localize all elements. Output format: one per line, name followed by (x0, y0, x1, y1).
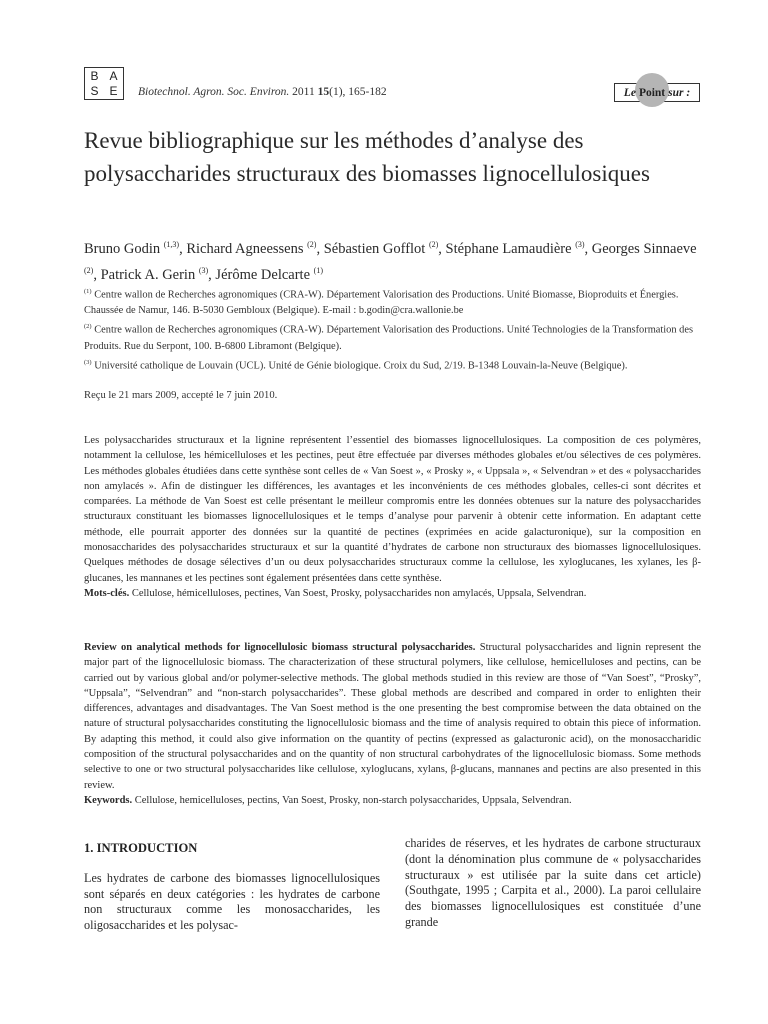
affiliation: $^{(2)}$ Centre wallon de Recherches agronomiques (CRA-W). Département Valorisation des Productions. Unité Technologies de la Transformation des Produits. Rue du Serpont, 100. B-6800 Libramont (Belgique). (84, 323, 694, 352)
column-right (405, 836, 701, 931)
journal-year: 2011 (292, 86, 315, 98)
intro-paragraph: Les hydrates de carbone des biomasses lignocellulosiques sont séparés en deux catégories : les hydrates de carbone non structuraux comme les monosaccharides, les oligosaccharides et les polysac- (84, 870, 380, 933)
journal-issue-pages: (1), 165-182 (329, 86, 387, 98)
abstract-french (84, 433, 701, 601)
author: Georges Sinnaeve $^{(2)}$, (84, 240, 697, 283)
author-list (84, 234, 704, 286)
base-logo (84, 67, 124, 100)
logo-letter: A (109, 68, 118, 83)
author: Jérôme Delcarte $^{(1)}$ (215, 265, 323, 283)
column-left (84, 841, 380, 934)
abstract-fr-body: Les polysaccharides structuraux et la lignine représentent l’essentiel des biomasses lignocellulosiques. La composition de ces polymères, notamment la cellulose, les hémicelluloses et les pectines, peut être effectuée par diverses méthodes globales et/ou sélectives de ces polymères. Les méthodes globales étudiées dans cette synthèse sont celles de « Van Soest », « Prosky », « Uppsala », « Selvendran » et des « polysaccharides non amylacés ». Afin de distinguer les différences, les avantages et les inconvénients de ces méthodes globales, celles-ci sont décrites et comparées. La méthode de Van Soest est celle présentant le meilleur compromis entre les données obtenues sur la nature des polysaccharides structuraux constituant les biomasses lignocellulosiques et le temps d’analyse pour parvenir à obtenir cette information. En adaptant cette méthode, elle pourrait apporter des données sur la quantité de pectines (exprimées en acide galacturonique), sur la composition en monosaccharides des polysaccharides structuraux et sur la quantité d’hydrates de carbone non structuraux des biomasses lignocellulosiques. Quelques méthodes de dosage sélectives d’un ou deux polysaccharides structuraux comme la cellulose, les xyloglucanes, les xylanes, les β-glucanes, les mannanes et les pectines sont également présentées dans cette synthèse. (84, 435, 701, 584)
journal-volume: 15 (317, 86, 330, 98)
received-date: Reçu le 21 mars 2009, accepté le 7 juin 2010. (84, 390, 278, 401)
abstract-english (84, 640, 701, 808)
journal-citation (138, 86, 387, 98)
badge-point: Point (638, 86, 666, 99)
keywords-fr: Mots-clés. Cellulose, hémicelluloses, pectines, Van Soest, Prosky, polysaccharides non amylacés, Uppsala, Selvendran. (84, 587, 587, 599)
affiliation: $^{(3)}$ Université catholique de Louvain (UCL). Unité de Génie biologique. Croix du Sud, 2/19. B-1348 Louvain-la-Neuve (Belgique). (84, 358, 628, 372)
affiliation: $^{(1)}$ Centre wallon de Recherches agronomiques (CRA-W). Département Valorisation des Productions. Unité Biomasse, Bioproduits et Énergies. Chaussée de Namur, 146. B-5030 Gembloux (Belgique). E-mail : b.godin@cra.wallonie.be (84, 288, 679, 317)
author: Richard Agneessens $^{(2)}$, (186, 240, 324, 257)
section-heading: 1. INTRODUCTION (84, 841, 198, 855)
logo-letter: B (90, 68, 99, 83)
keywords-en: Keywords. Cellulose, hemicelluloses, pectins, Van Soest, Prosky, non-starch polysaccharides, Uppsala, Selvendran. (84, 794, 572, 806)
journal-name: Biotechnol. Agron. Soc. Environ. (138, 86, 290, 98)
author: Stéphane Lamaudière $^{(3)}$, (445, 240, 592, 257)
logo-letter: E (109, 84, 118, 99)
le-point-sur-badge (614, 83, 700, 102)
badge-le: Le (623, 86, 636, 99)
abstract-en-body: Review on analytical methods for lignocellulosic biomass structural polysaccharides. Structural polysaccharides and lignin represent the major part of the lignocellulosic biomass. The characterization of these structural polymers, like cellulose, hemicelluloses and pectins, can be carried out by various global and/or polymer-selective methods. The global methods studied in this review are those of “Van Soest”, “Prosky”, “Uppsala”, “Selvendran” and “non-starch polysaccharides”. These global methods are described and compared in order to enlighten their differences, advantages and disadvantages. The Van Soest method is the one presenting the best compromise between the data obtained on the nature of structural polysaccharides constituting the lignocellulosic biomass and the time of analysis required to obtain this piece of information. By adapting this method, it could also give information on the quantity of pectins (expressed as galacturonic acid), on the monosaccharidic composition of the structural polysaccharides and on the quantity of non structural carbohydrates of the lignocellulosic biomass. Some methods selective to one or two structural polysaccharides like cellulose, xyloglucans, xylans, β-glucans, mannanes and pectins are also presented in this review. (84, 642, 701, 791)
badge-sur: sur : (668, 86, 691, 99)
affiliations (84, 284, 704, 374)
article-title: Revue bibliographique sur les méthodes d’analyse des polysaccharides structuraux des biomasses lignocellulosiques (84, 128, 650, 186)
author: Sébastien Gofflot $^{(2)}$, (323, 240, 446, 257)
intro-paragraph-continued: charides de réserves, et les hydrates de carbone structuraux (dont la dénomination plus commune de « polysaccharides structuraux » est utilisée par la suite dans cet article) (Southgate, 1995 ; Carpita et al., 2000). La paroi cellulaire des biomasses lignocellulosiques est constituée d’une grande (405, 836, 701, 929)
author: Patrick A. Gerin $^{(3)}$, (100, 265, 216, 283)
author: Bruno Godin $^{(1,3)}$, (84, 240, 187, 257)
logo-letter: S (90, 84, 99, 99)
